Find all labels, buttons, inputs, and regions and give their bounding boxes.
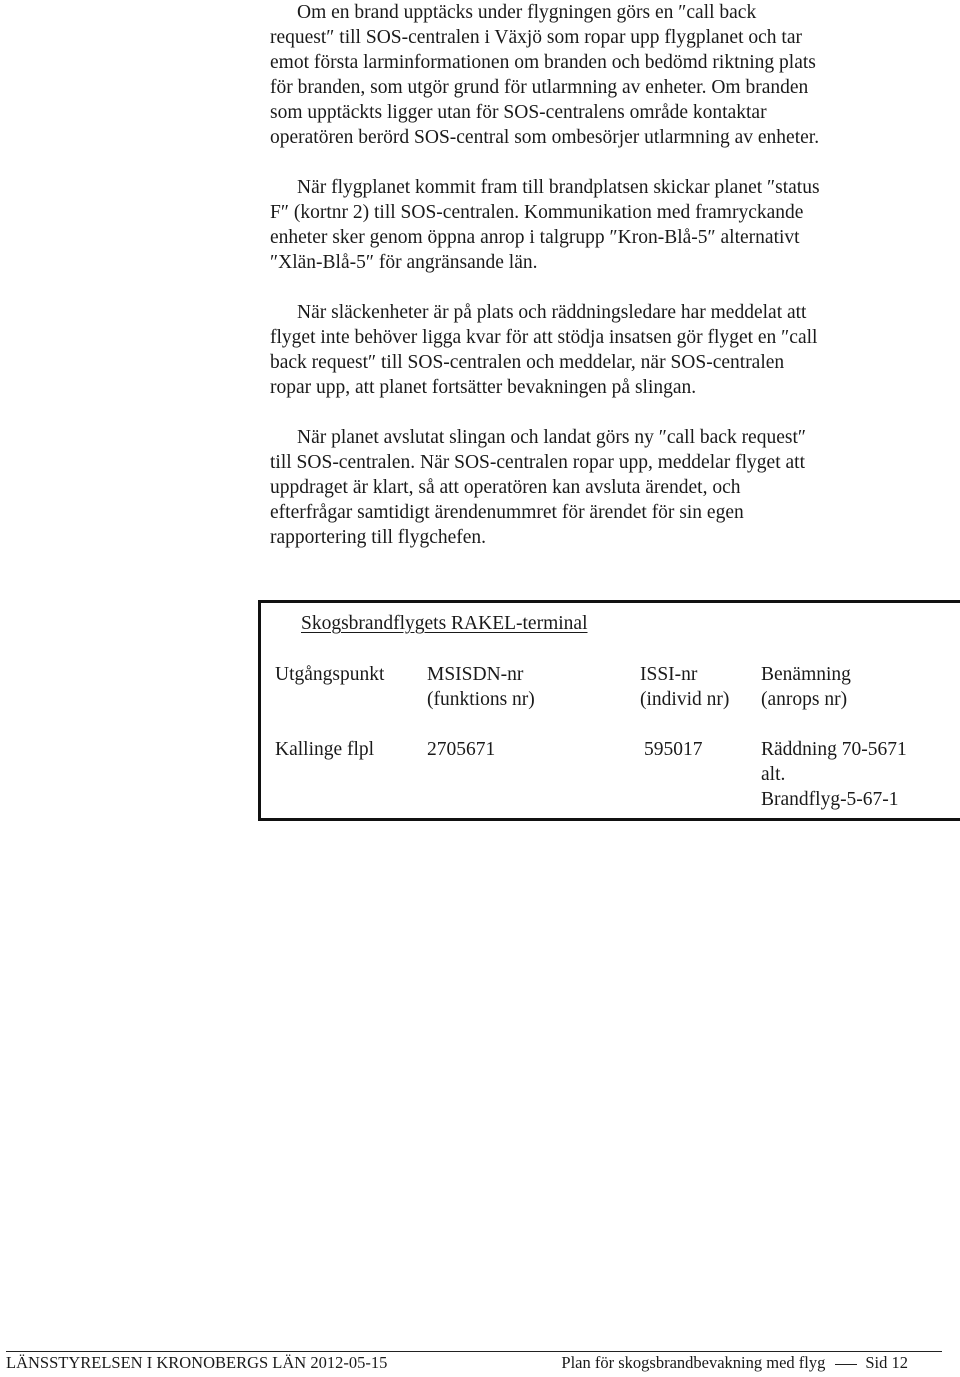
paragraph-line: back request″ till SOS-centralen och meddelar, när SOS-centralen: [270, 352, 785, 373]
header-issi-line1: ISSI-nr: [640, 664, 698, 685]
paragraph-1: [270, 0, 930, 150]
paragraph-line: enheter sker genom öppna anrop i talgrupp ″Kron-Blå-5″ alternativt: [270, 227, 800, 248]
row-name-line2: alt.: [761, 764, 786, 785]
paragraph-line: ″Xlän-Blå-5″ för angränsande län.: [270, 252, 538, 273]
row-issi: 595017: [644, 739, 703, 760]
paragraph-line: flyget inte behöver ligga kvar för att stödja insatsen gör flyget en ″call: [270, 327, 818, 348]
row-name-line3: Brandflyg-5-67-1: [761, 789, 899, 810]
header-issi: [640, 662, 729, 712]
paragraph-line: operatören berörd SOS-central som ombesörjer utlarmning av enheter.: [270, 127, 820, 148]
footer-organization-date: LÄNSSTYRELSEN I KRONOBERGS LÄN 2012-05-15: [6, 1353, 388, 1372]
header-name-line1: Benämning: [761, 664, 851, 685]
header-msisdn-line1: MSISDN-nr: [427, 664, 524, 685]
footer-page-number: Sid 12: [865, 1353, 908, 1372]
paragraph-3: [270, 300, 930, 400]
footer-divider: [6, 1351, 942, 1352]
page-footer: [0, 1343, 960, 1377]
paragraph-line: för branden, som utgör grund för utlarmning av enheter. Om branden: [270, 77, 809, 98]
paragraph-line: När planet avslutat slingan och landat görs ny ″call back request″: [297, 427, 806, 448]
paragraph-line: request″ till SOS-centralen i Växjö som ropar upp flygplanet och tar: [270, 27, 802, 48]
paragraph-line: som upptäckts ligger utan för SOS-centralens område kontaktar: [270, 102, 767, 123]
paragraph-line: rapportering till flygchefen.: [270, 527, 487, 548]
header-msisdn: [427, 662, 535, 712]
paragraph-line: När släckenheter är på plats och räddningsledare har meddelat att: [297, 302, 807, 323]
row-name-line1: Räddning 70-5671: [761, 739, 907, 760]
paragraph-line: Om en brand upptäcks under flygningen görs en ″call back: [297, 2, 757, 23]
header-origin: Utgångspunkt: [275, 664, 385, 685]
row-msisdn: 2705671: [427, 739, 496, 760]
header-msisdn-line2: (funktions nr): [427, 689, 535, 710]
row-name: [761, 737, 907, 812]
paragraph-line: När flygplanet kommit fram till brandplatsen skickar planet ″status: [297, 177, 820, 198]
paragraph-line: emot första larminformationen om branden och bedömd riktning plats: [270, 52, 816, 73]
header-issi-line2: (individ nr): [640, 689, 730, 710]
footer-plan-page: [561, 1353, 908, 1373]
paragraph-line: F″ (kortnr 2) till SOS-centralen. Kommunikation med framryckande: [270, 202, 804, 223]
paragraph-line: ropar upp, att planet fortsätter bevakningen på slingan.: [270, 377, 697, 398]
paragraph-4: [270, 425, 930, 550]
paragraph-line: till SOS-centralen. När SOS-centralen ropar upp, meddelar flyget att: [270, 452, 805, 473]
paragraph-line: uppdraget är klart, så att operatören kan avsluta ärendet, och: [270, 477, 741, 498]
header-name-line2: (anrops nr): [761, 689, 848, 710]
footer-plan-title: Plan för skogsbrandbevakning med flyg: [561, 1353, 826, 1372]
paragraph-line: efterfrågar samtidigt ärendenummret för ärendet för sin egen: [270, 502, 744, 523]
rakel-terminal-box: [258, 600, 960, 821]
header-name: [761, 662, 851, 712]
paragraph-2: [270, 175, 930, 275]
row-origin: Kallinge flpl: [275, 739, 375, 760]
footer-dash: [835, 1364, 857, 1365]
terminal-title: Skogsbrandflygets RAKEL-terminal: [301, 613, 588, 634]
